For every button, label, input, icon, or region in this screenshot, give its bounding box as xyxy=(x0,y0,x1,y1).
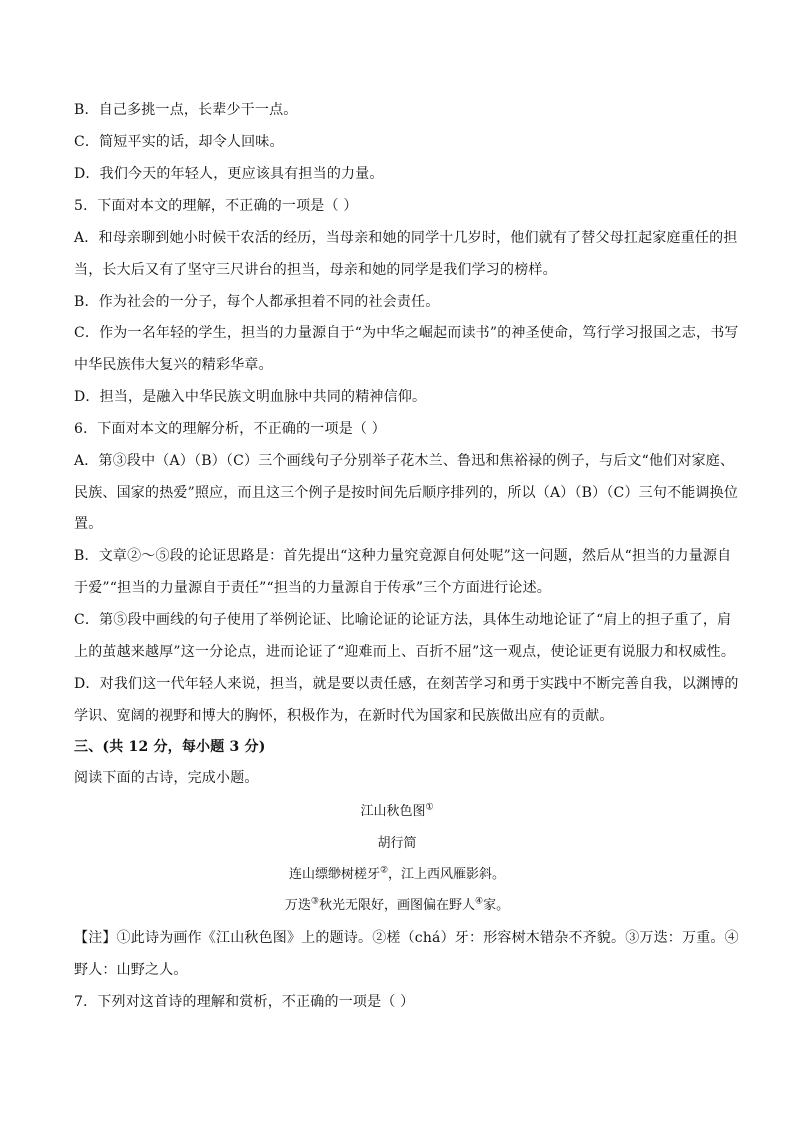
q6-option-b-line2: 于爱”“担当的力量源自于责任”“担当的力量源自于传承”三个方面进行论述。 xyxy=(74,580,551,596)
q6-option-c-line1: C．第⑤段中画线的句子使用了举例论证、比喻论证的论证方法，具体生动地论证了“肩上的担子重了，肩 xyxy=(74,612,732,628)
poem-line-1-note: ② xyxy=(379,865,389,876)
q6-option-b-line1: B．文章②～⑤段的论证思路是：首先提出“这种力量究竟源自何处呢”这一问题，然后从“担当的力量源自 xyxy=(74,548,732,564)
q4-option-b: B．自己多挑一点，长辈少干一点。 xyxy=(74,102,298,118)
section-heading: 三、(共 12 分，每小题 3 分) xyxy=(74,739,266,755)
poem-title xyxy=(0,803,794,821)
poem-title-text: 江山秋色图 xyxy=(360,804,426,819)
poem-line-1-part-b: ，江上西风雁影斜。 xyxy=(388,867,506,882)
poem-line-1 xyxy=(0,866,794,884)
q6-option-a-line2: 民族、国家的热爱”照应，而且这三个例子是按时间先后顺序排列的，所以（A）（B）（C）三句不能调换位 xyxy=(74,485,739,501)
poem-line-2-note-1: ③ xyxy=(310,896,319,907)
q5-option-a-line1: A．和母亲聊到她小时候干农活的经历，当母亲和她的同学十几岁时，他们就有了替父母扛起家庭重任的担 xyxy=(74,230,738,246)
q6-option-a-line1: A．第③段中（A）（B）（C）三个画线句子分别举子花木兰、鲁迅和焦裕禄的例子，与后文“他们对家庭、 xyxy=(74,453,735,469)
q6-option-a-line3: 置。 xyxy=(74,516,103,532)
q5-option-a-line2: 当，长大后又有了坚守三尺讲台的担当，母亲和她的同学是我们学习的榜样。 xyxy=(74,262,557,278)
poem-line-2 xyxy=(0,897,794,915)
q5-option-d: D．担当，是融入中华民族文明血脉中共同的精神信仰。 xyxy=(74,389,427,405)
poem-line-1-part-a: 连山缥缈树槎牙 xyxy=(288,867,380,882)
notes-line-1: 【注】①此诗为画作《江山秋色图》上的题诗。②槎（chá）牙：形容树木错杂不齐貌。③万迭：万重。④ xyxy=(74,930,739,946)
q4-option-c: C．简短平实的话，却令人回味。 xyxy=(74,134,284,150)
q5-option-c-line2: 中华民族伟大复兴的精彩华章。 xyxy=(74,357,273,373)
q4-option-d: D．我们今天的年轻人，更应该具有担当的力量。 xyxy=(74,166,384,182)
q6-option-c-line2: 上的茧越来越厚”这一分论点，进而论证了“迎难而上、百折不屈”这一观点，使论证更有说服力和权威性。 xyxy=(74,644,736,660)
poem-title-note: ① xyxy=(425,802,434,813)
poem-author: 胡行简 xyxy=(377,836,417,851)
q5-option-c-line1: C．作为一名年轻的学生，担当的力量源自于“为中华之崛起而读书”的神圣使命，笃行学习报国之志，书写 xyxy=(74,325,739,341)
q7-stem: 7．下列对这首诗的理解和赏析，不正确的一项是（ ） xyxy=(74,994,415,1010)
q5-stem: 5．下面对本文的理解，不正确的一项是（ ） xyxy=(74,198,358,214)
q6-option-d-line1: D．对我们这一代年轻人来说，担当，就是要以责任感，在刻苦学习和勇于实践中不断完善自我，以渊博的 xyxy=(74,676,739,692)
poem-line-2-part-a: 万迭 xyxy=(284,898,311,913)
q6-stem: 6．下面对本文的理解分析，不正确的一项是（ ） xyxy=(74,421,386,437)
q6-option-d-line2: 学识、宽阔的视野和博大的胸怀，积极作为，在新时代为国家和民族做出应有的贡献。 xyxy=(74,708,614,724)
notes-line-2: 野人：山野之人。 xyxy=(74,962,188,978)
q5-option-b: B．作为社会的一分子，每个人都承担着不同的社会责任。 xyxy=(74,294,440,310)
poem-line-2-note-2: ④ xyxy=(475,896,484,907)
section-intro: 阅读下面的古诗，完成小题。 xyxy=(74,770,259,786)
poem-line-2-part-b: 秋光无限好，画图偏在野人 xyxy=(318,898,475,913)
poem-line-2-part-c: 家。 xyxy=(483,898,510,913)
